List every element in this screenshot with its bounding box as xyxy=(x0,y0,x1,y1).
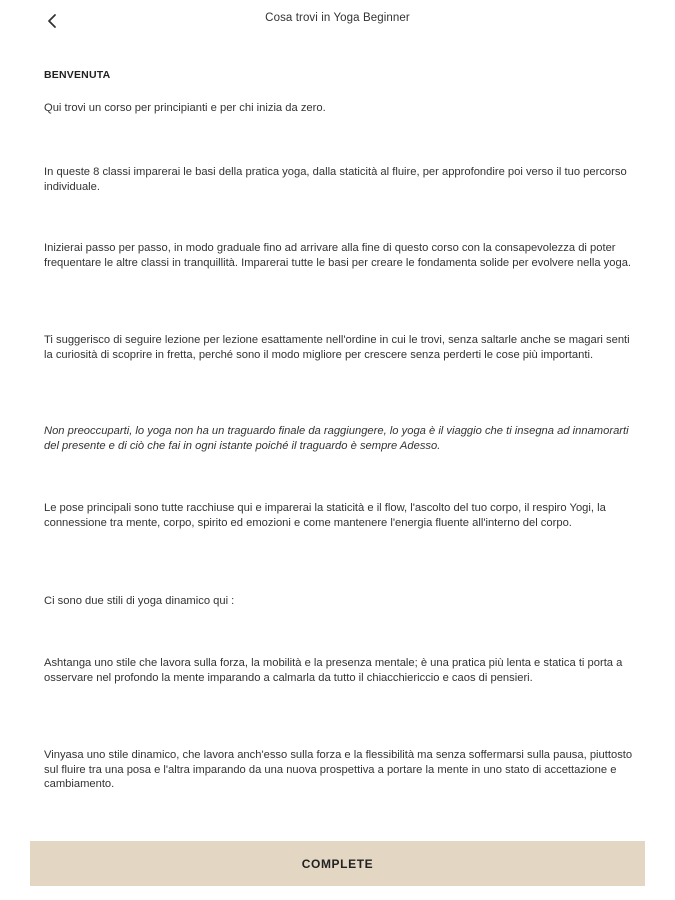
paragraph-classes: In queste 8 classi imparerai le basi della pratica yoga, dalla staticità al fluire, per approfondire poi verso il tuo percorso individuale. xyxy=(44,166,627,193)
section-heading: BENVENUTA xyxy=(44,69,111,81)
paragraph-intro: Qui trovi un corso per principianti e per chi inizia da zero. xyxy=(44,102,326,114)
page-title: Cosa trovi in Yoga Beginner xyxy=(265,12,410,24)
paragraph-ashtanga: Ashtanga uno stile che lavora sulla forza, la mobilità e la presenza mentale; è una pratica più lenta e statica ti porta a osservare nel profondo la mente imparando a calmarla da tutto il chiacchiericcio e caos di pensieri. xyxy=(44,657,623,684)
paragraph-vinyasa: Vinyasa uno stile dinamico, che lavora anch'esso sulla forza e la flessibilità ma senza soffermarsi sulla pausa, piuttosto sul fluire tra una posa e l'altra imparando da una nuova prospettiva a portare la mente in uno stato di accettazione e cambiamento. xyxy=(44,749,633,790)
paragraph-quote: Non preoccuparti, lo yoga non ha un traguardo finale da raggiungere, lo yoga è il viaggio che ti insegna ad innamorarti del presente e di ciò che fai in ogni istante poiché il traguardo è sempre Adesso. xyxy=(44,425,629,452)
paragraph-styles-intro: Ci sono due stili di yoga dinamico qui : xyxy=(44,595,235,607)
paragraph-suggestion: Ti suggerisco di seguire lezione per lezione esattamente nell'ordine in cui le trovi, senza saltarle anche se magari senti la curiosità di scoprire in fretta, perché sono il modo migliore per crescere senza perderti le cose più importanti. xyxy=(44,334,630,361)
top-app-bar xyxy=(0,0,675,40)
paragraph-poses: Le pose principali sono tutte racchiuse qui e imparerai la staticità e il flow, l'ascolto del tuo corpo, il respiro Yogi, la connessione tra mente, corpo, spirito ed emozioni e come mantenere l'energia fluente all'interno del corpo. xyxy=(44,502,606,529)
paragraph-step-by-step: Inizierai passo per passo, in modo graduale fino ad arrivare alla fine di questo corso con la consapevolezza di poter frequentare le altre classi in tranquillità. Imparerai tutte le basi per creare le fondamenta solide per evolvere nella yoga. xyxy=(44,242,632,269)
complete-button[interactable]: COMPLETE xyxy=(30,841,645,886)
